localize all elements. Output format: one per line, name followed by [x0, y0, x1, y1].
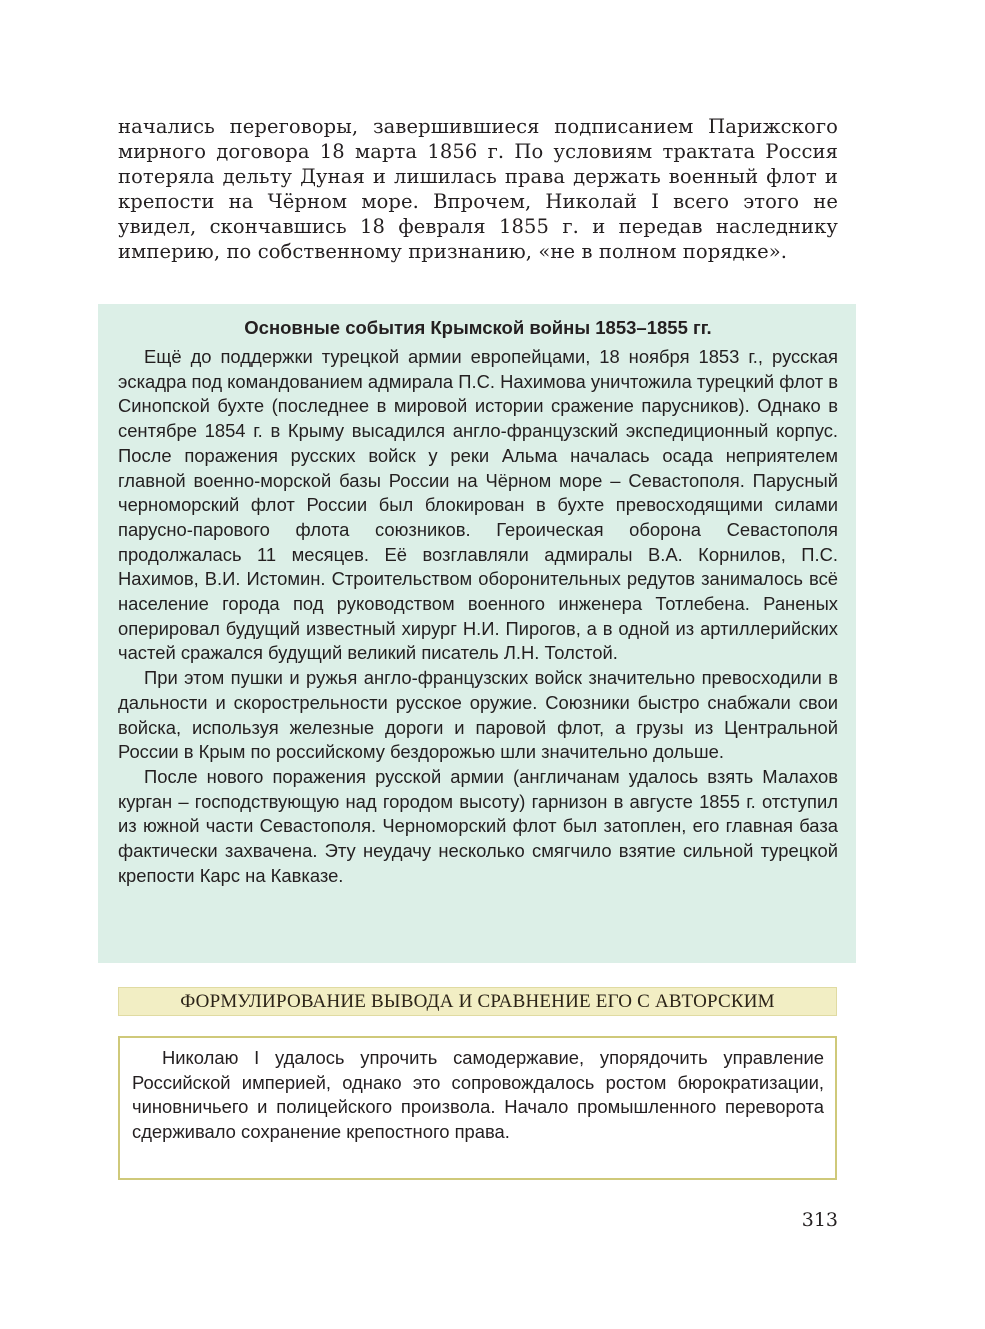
conclusion-box: [118, 1036, 837, 1180]
events-paragraph-3: После нового поражения русской армии (англичанам удалось взять Малахов курган – господствующую над городом высоту) гарнизон в августе 1855 г. отступил из южной части Севастополя. Черноморский флот был затоплен, его главная база фактически захвачена. Эту неудачу несколько смягчило взятие сильной турецкой крепости Карс на Кавказе.: [118, 765, 838, 886]
events-paragraph-2: При этом пушки и ружья англо-французских войск значительно превосходили в дальности и скорострельности русское оружие. Союзники быстро снабжали свои войска, используя железные дороги и паровой флот, а грузы из Центральной России в Крым по российскому бездорожью шли значительно дольше.: [118, 667, 838, 763]
events-info-box: [98, 304, 856, 963]
section-heading: ФОРМУЛИРОВАНИЕ ВЫВОДА И СРАВНЕНИЕ ЕГО С АВТОРСКИМ: [118, 987, 837, 1016]
page-number: 313: [801, 1209, 838, 1231]
events-box-title: Основные события Крымской войны 1853–1855 гг.: [244, 317, 712, 338]
conclusion-text: Николаю I удалось упрочить самодержавие, упорядочить управление Российской империей, однако это сопровождалось ростом бюрократизации, чиновничьего и полицейского произвола. Начало промышленного переворота сдерживало сохранение крепостного права.: [132, 1047, 824, 1142]
events-paragraph-1: Ещё до поддержки турецкой армии европейцами, 18 ноября 1853 г., русская эскадра под командованием адмирала П.С. Нахимова уничтожила турецкий флот в Синопской бухте (последнее в мировой истории сражение парусников). Однако в сентябре 1854 г. в Крыму высадился англо-французский экспедиционный корпус. После поражения русских войск у реки Альма началась осада неприятелем главной военно-морской базы России на Чёрном море – Севастополя. Парусный черноморский флот России был блокирован в бухте превосходящими силами парусно-парового флота союзников. Героическая оборона Севастополя продолжалась 11 месяцев. Её возглавляли адмиралы В.А. Корнилов, П.С. Нахимов, В.И. Истомин. Строительством оборонительных редутов занималось всё население города под руководством военного инженера Тотлебена. Раненых оперировал будущий известный хирург Н.И. Пирогов, а в одной из артиллерийских частей сражался будущий великий писатель Л.Н. Толстой.: [118, 346, 839, 664]
intro-paragraph: начались переговоры, завершившиеся подписанием Парижского мирного договора 18 марта 1856 г. По условиям трактата Россия потеряла дельту Дуная и лишилась права держать военный флот и крепости на Чёрном море. Впрочем, Николай I всего этого не увидел, скончавшись 18 февраля 1855 г. и передав наследнику империю, по собственному признанию, «не в полном порядке».: [118, 115, 838, 263]
